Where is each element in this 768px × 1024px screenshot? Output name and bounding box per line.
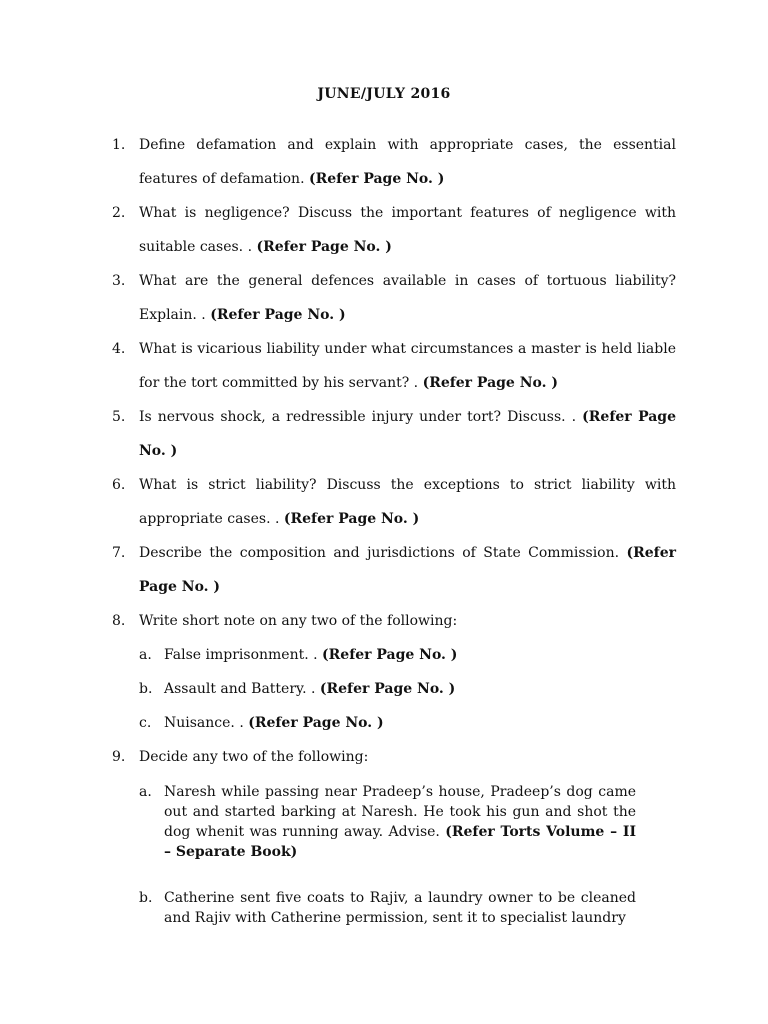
question-text: Describe the composition and jurisdictions of State Commission. <box>139 545 627 561</box>
sub-question-text: False imprisonment. . <box>164 647 323 663</box>
page-reference: (Refer Page No. ) <box>319 681 456 697</box>
sub-question-9b <box>139 888 676 928</box>
question-text: Is nervous shock, a redressible injury under tort? Discuss. . <box>139 409 583 425</box>
sub-question-8a <box>139 638 676 672</box>
sub-question-9a <box>139 782 676 862</box>
question-number: 2. <box>112 205 126 221</box>
question-number: 4. <box>112 341 126 357</box>
page-reference: (Refer Page No. ) <box>139 545 676 595</box>
question-text: Define defamation and explain with appropriate cases, the essential features of defamation. <box>139 137 676 187</box>
sub-question-list <box>139 638 676 740</box>
sub-question-text: Nuisance. . <box>164 715 249 731</box>
question-6 <box>112 468 676 536</box>
question-number: 3. <box>112 273 126 289</box>
sub-question-letter: b. <box>139 681 153 697</box>
question-5 <box>112 400 676 468</box>
question-text: What is negligence? Discuss the important features of negligence with suitable cases. . <box>139 205 676 255</box>
sub-question-letter: a. <box>139 784 152 800</box>
question-8 <box>112 604 676 740</box>
sub-question-letter: b. <box>139 890 153 906</box>
sub-question-8c <box>139 706 676 740</box>
question-text: What are the general defences available in cases of tortuous liability? Explain. . <box>139 273 676 323</box>
question-9 <box>112 740 676 928</box>
page-reference: (Refer Page No. ) <box>283 511 420 527</box>
question-text: Decide any two of the following: <box>139 749 369 765</box>
question-2 <box>112 196 676 264</box>
sub-question-text: Naresh while passing near Pradeep’s house, Pradeep’s dog came out and started barking at Naresh. He took his gun and shot the dog whenit was running away. Advise. <box>164 784 636 840</box>
sub-question-list <box>139 782 676 928</box>
page-title: JUNE/JULY 2016 <box>317 86 451 102</box>
question-4 <box>112 332 676 400</box>
sub-question-8b <box>139 672 676 706</box>
page-reference: (Refer Page No. ) <box>139 409 677 459</box>
question-list <box>112 128 676 936</box>
question-1 <box>112 128 676 196</box>
page-reference: (Refer Page No. ) <box>256 239 392 255</box>
sub-question-text: Assault and Battery. . <box>164 681 320 697</box>
page-reference: (Refer Page No. ) <box>322 647 458 663</box>
question-number: 6. <box>112 477 126 493</box>
question-text: Write short note on any two of the following: <box>139 613 458 629</box>
question-text: What is strict liability? Discuss the exceptions to strict liability with appropriate cases. . <box>139 477 676 527</box>
book-reference: (Refer Torts Volume – II – Separate Book) <box>164 824 636 860</box>
question-text: What is vicarious liability under what circumstances a master is held liable for the tort committed by his servant? . <box>139 341 676 391</box>
question-number: 1. <box>112 137 126 153</box>
page-reference: (Refer Page No. ) <box>210 307 346 323</box>
question-7 <box>112 536 676 604</box>
sub-question-letter: a. <box>139 647 152 663</box>
page-reference: (Refer Page No. ) <box>308 171 445 187</box>
question-3 <box>112 264 676 332</box>
question-number: 8. <box>112 613 126 629</box>
page-reference: (Refer Page No. ) <box>248 715 384 731</box>
question-number: 9. <box>112 749 126 765</box>
sub-question-letter: c. <box>139 715 152 731</box>
page-reference: (Refer Page No. ) <box>422 375 558 391</box>
question-number: 5. <box>112 409 126 425</box>
sub-question-text: Catherine sent five coats to Rajiv, a laundry owner to be cleaned and Rajiv with Catherine permission, sent it to specialist laundry <box>164 890 636 926</box>
question-number: 7. <box>112 545 126 561</box>
